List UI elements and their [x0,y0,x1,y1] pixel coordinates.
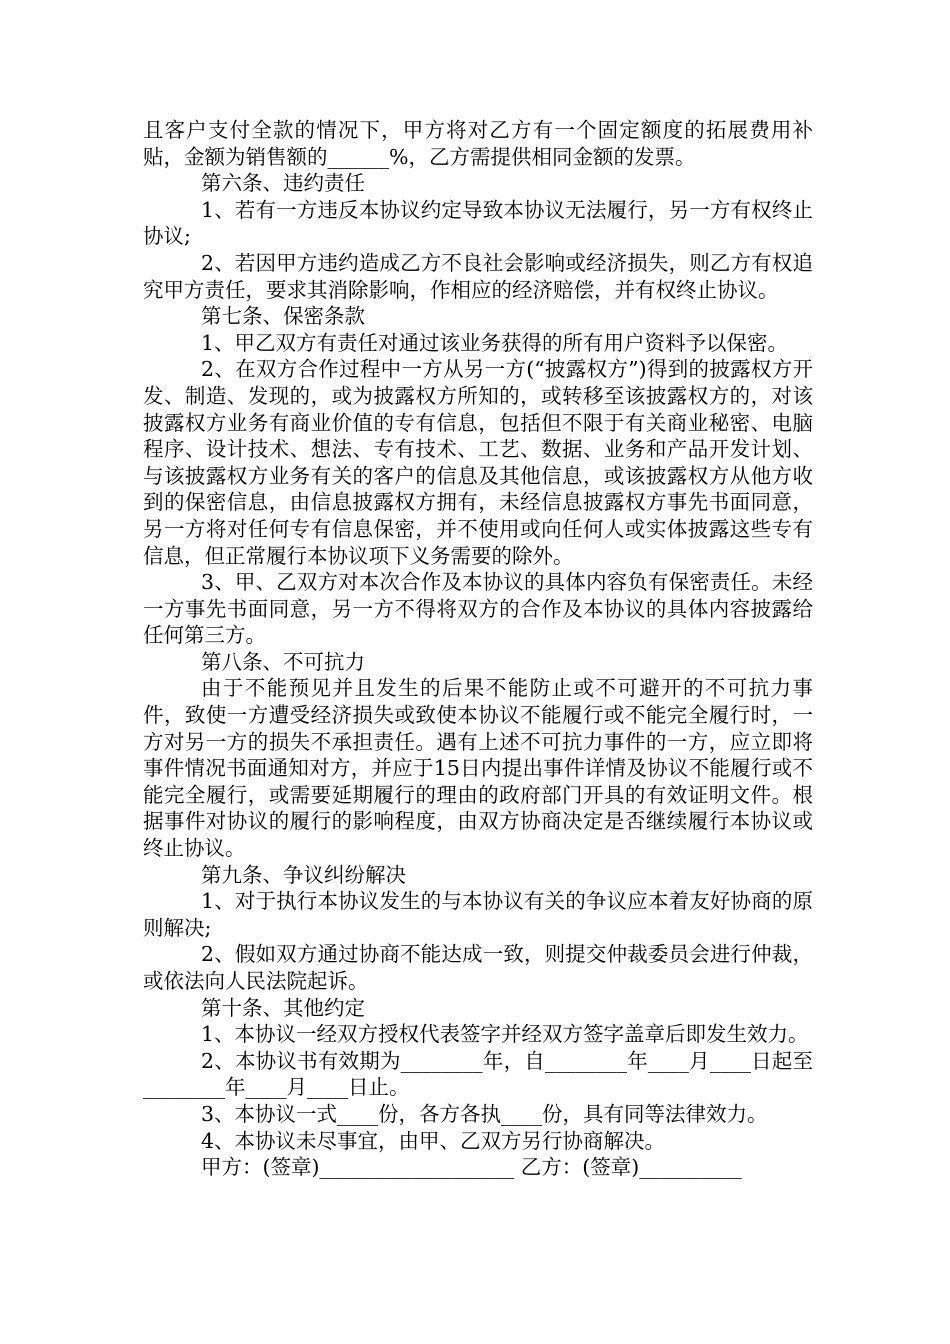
signature-line: 甲方：(签章)___________________ 乙方：(签章)__________ [201,1155,742,1180]
paragraph: 由于不能预见并且发生的后果不能防止或不可避开的不可抗力事件，致使一方遭受经济损失或致使本协议不能履行或不能完全履行时，一方对另一方的损失不承担责任。遇有上述不可抗力事件的一方，应立即将事件情况书面通知对方，并应于15日内提出事件详情及协议不能履行或不能完全履行，或需要延期履行的理由的政府部门开具的有效证明文件。根据事件对协议的履行的影响程度，由双方协商决定是否继续履行本协议或终止协议。 [143,676,813,861]
paragraph: 2、在双方合作过程中一方从另一方(“披露权方”)得到的披露权方开发、制造、发现的，或为披露权方所知的，或转移至该披露权方的，对该披露权方业务有商业价值的专有信息，包括但不限于有关商业秘密、电脑程序、设计技术、想法、专有技术、工艺、数据、业务和产品开发计划、与该披露权方业务有关的客户的信息及其他信息，或该披露权方从他方收到的保密信息，由信息披露权方拥有，未经信息披露权方事先书面同意，另一方将对任何专有信息保密，并不使用或向任何人或实体披露这些专有信息，但正常履行本协议项下义务需要的除外。 [143,357,813,568]
paragraph: 2、假如双方通过协商不能达成一致，则提交仲裁委员会进行仲裁，或依法向人民法院起诉。 [143,942,813,993]
paragraph: 2、若因甲方违约造成乙方不良社会影响或经济损失，则乙方有权追究甲方责任，要求其消除影响，作相应的经济赔偿，并有权终止协议。 [143,250,813,302]
paragraph: 1、对于执行本协议发生的与本协议有关的争议应本着友好协商的原则解决; [143,889,813,940]
section-heading-article-10: 第十条、其他约定 [201,995,365,1020]
paragraph: 3、本协议一式____份，各方各执____份，具有同等法律效力。 [201,1101,768,1126]
paragraph: 2、本协议书有效期为________年，自________年____月____日起至________年____月____日止。 [143,1048,813,1100]
paragraph: 1、甲乙双方有责任对通过该业务获得的所有用户资料予以保密。 [201,330,789,355]
paragraph: 3、甲、乙双方对本次合作及本协议的具体内容负有保密责任。未经一方事先书面同意，另一方不得将双方的合作及本协议的具体内容披露给任何第三方。 [143,570,813,648]
section-heading-article-7: 第七条、保密条款 [201,304,365,329]
section-heading-article-6: 第六条、违约责任 [201,171,365,196]
document-body [143,117,813,1181]
paragraph: 1、若有一方违反本协议约定导致本协议无法履行，另一方有权终止协议; [143,197,813,249]
paragraph: 1、本协议一经双方授权代表签字并经双方签字盖章后即发生效力。 [201,1022,809,1047]
paragraph: 且客户支付全款的情况下，甲方将对乙方有一个固定额度的拓展费用补贴，金额为销售额的______%，乙方需提供相同金额的发票。 [143,118,813,169]
paragraph: 4、本协议未尽事宜，由甲、乙双方另行协商解决。 [201,1128,666,1153]
section-heading-article-9: 第九条、争议纠纷解决 [201,862,406,887]
section-heading-article-8: 第八条、不可抗力 [201,649,365,674]
